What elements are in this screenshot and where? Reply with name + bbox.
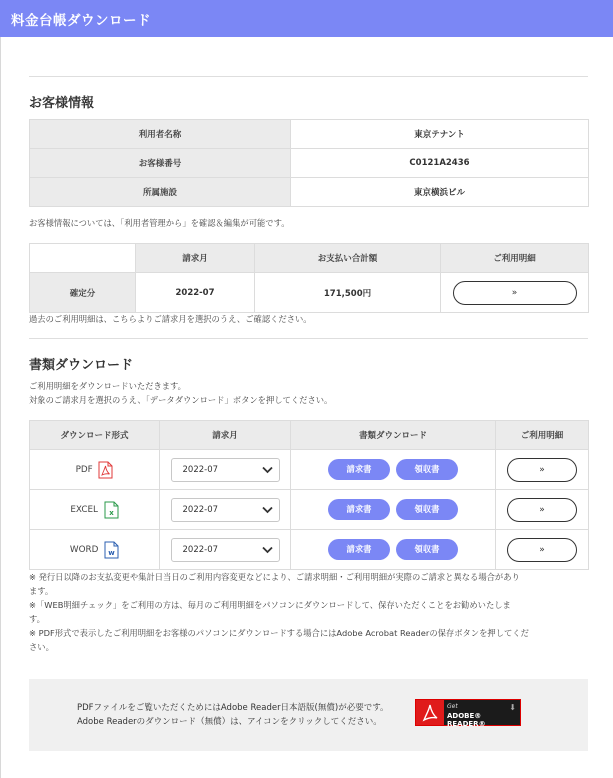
customer-label: 所属施設 <box>30 178 291 207</box>
svg-text:w: w <box>108 548 115 557</box>
customer-label: お客様番号 <box>30 149 291 178</box>
documents-note: ※ 発行日以降のお支払変更や集計日当日のご利用内容変更などにより、ご請求明細・ご利用明細が実際のご請求と異なる場合があり <box>29 572 520 582</box>
month-select[interactable] <box>171 458 280 482</box>
detail-button[interactable]: » <box>507 538 577 562</box>
receipt-download-button[interactable]: 領収書 <box>396 539 458 560</box>
invoice-download-button[interactable]: 請求書 <box>328 539 390 560</box>
header-cell: 請求月 <box>160 421 291 450</box>
svg-text:x: x <box>108 508 114 517</box>
adobe-get-label: Get <box>447 703 458 710</box>
documents-intro: ご利用明細をダウンロードいただきます。 <box>29 381 186 391</box>
word-icon <box>104 541 119 559</box>
documents-note: ※「WEB明細チェック」をご利用の方は、毎月のご利用明細をパソコンにダウンロードして、保存いただくことをお勧めいたしま <box>29 600 511 610</box>
detail-cell <box>496 490 589 530</box>
header-cell: 書類ダウンロード <box>291 421 496 450</box>
chevron-down-icon <box>262 466 273 474</box>
header-cell: お支払い合計額 <box>255 244 441 273</box>
invoice-download-button[interactable]: 請求書 <box>328 459 390 480</box>
divider <box>29 338 588 339</box>
adobe-reader-label: ADOBE® READER® <box>447 712 486 728</box>
adobe-reader-line: PDFファイルをご覧いただくためにはAdobe Reader日本語版(無償)が必要です。 <box>77 703 389 713</box>
month-select-value: 2022-07 <box>182 464 219 475</box>
modal-title: 料金台帳ダウンロード <box>11 13 151 29</box>
header-cell-empty <box>30 244 136 273</box>
table-row <box>30 490 589 530</box>
format-label: WORD <box>69 544 99 555</box>
documents-table <box>29 420 589 570</box>
format-cell <box>30 450 160 490</box>
invoice-download-button[interactable]: 請求書 <box>328 499 390 520</box>
billing-detail-button[interactable]: » <box>453 281 577 305</box>
table-header-row <box>30 244 589 273</box>
month-cell <box>160 530 291 570</box>
get-adobe-reader-button[interactable] <box>415 699 521 726</box>
pdf-icon <box>98 461 113 479</box>
billing-status: 確定分 <box>30 273 136 313</box>
header-cell: ダウンロード形式 <box>30 421 160 450</box>
documents-note: ※ PDF形式で表示したご利用明細をお客様のパソコンにダウンロードする場合にはAdobe Acrobat Readerの保存ボタンを押してくだ <box>29 628 529 638</box>
detail-button[interactable]: » <box>507 498 577 522</box>
modal-header <box>0 0 613 37</box>
adobe-reader-text <box>77 701 389 729</box>
table-header-row <box>30 421 589 450</box>
billing-note: 過去のご利用明細は、こちらよりご請求月を選択のうえ、ご確認ください。 <box>29 314 312 324</box>
adobe-logo-icon <box>416 700 444 725</box>
download-cell <box>291 530 496 570</box>
receipt-download-button[interactable]: 領収書 <box>396 499 458 520</box>
adobe-reader-line: Adobe Readerのダウンロード（無償）は、アイコンをクリックしてください。 <box>77 717 382 727</box>
header-cell: 請求月 <box>136 244 255 273</box>
table-row <box>30 530 589 570</box>
documents-note: す。 <box>29 614 45 624</box>
header-cell: ご利用明細 <box>441 244 589 273</box>
month-cell <box>160 490 291 530</box>
month-select[interactable] <box>171 498 280 522</box>
month-select[interactable] <box>171 538 280 562</box>
table-row <box>30 120 589 149</box>
documents-intro: 対象のご請求月を選択のうえ、「データダウンロード」ボタンを押してください。 <box>29 395 333 405</box>
table-row <box>30 149 589 178</box>
table-row <box>30 273 589 313</box>
billing-month: 2022-07 <box>136 273 255 313</box>
detail-cell <box>496 450 589 490</box>
detail-button[interactable]: » <box>507 458 577 482</box>
month-select-value: 2022-07 <box>182 544 219 555</box>
download-arrow-icon: ⬇ <box>509 703 516 712</box>
customer-value: 東京テナント <box>291 120 589 149</box>
excel-icon <box>104 501 119 519</box>
download-cell <box>291 450 496 490</box>
divider <box>29 76 588 77</box>
detail-cell <box>496 530 589 570</box>
format-cell <box>30 530 160 570</box>
table-row <box>30 178 589 207</box>
billing-table <box>29 243 589 313</box>
modal-body <box>0 37 613 778</box>
chevron-down-icon <box>262 546 273 554</box>
documents-note: さい。 <box>29 642 54 652</box>
header-cell: ご利用明細 <box>496 421 589 450</box>
adobe-reader-box <box>29 679 588 751</box>
documents-note: ます。 <box>29 586 54 596</box>
month-select-value: 2022-07 <box>182 504 219 515</box>
customer-value: 東京横浜ビル <box>291 178 589 207</box>
billing-detail-cell <box>441 273 589 313</box>
format-cell <box>30 490 160 530</box>
customer-section-title: お客様情報 <box>29 96 95 111</box>
customer-note: お客様情報については、「利用者管理から」を確認＆編集が可能です。 <box>29 218 290 228</box>
month-cell <box>160 450 291 490</box>
chevron-down-icon <box>262 506 273 514</box>
customer-info-table <box>29 119 589 207</box>
customer-value: C0121A2436 <box>291 149 589 178</box>
documents-section-title: 書類ダウンロード <box>29 358 134 373</box>
billing-amount: 171,500円 <box>255 273 441 313</box>
receipt-download-button[interactable]: 領収書 <box>396 459 458 480</box>
download-cell <box>291 490 496 530</box>
format-label: EXCEL <box>70 504 98 515</box>
customer-label: 利用者名称 <box>30 120 291 149</box>
format-label: PDF <box>75 464 93 475</box>
table-row <box>30 450 589 490</box>
